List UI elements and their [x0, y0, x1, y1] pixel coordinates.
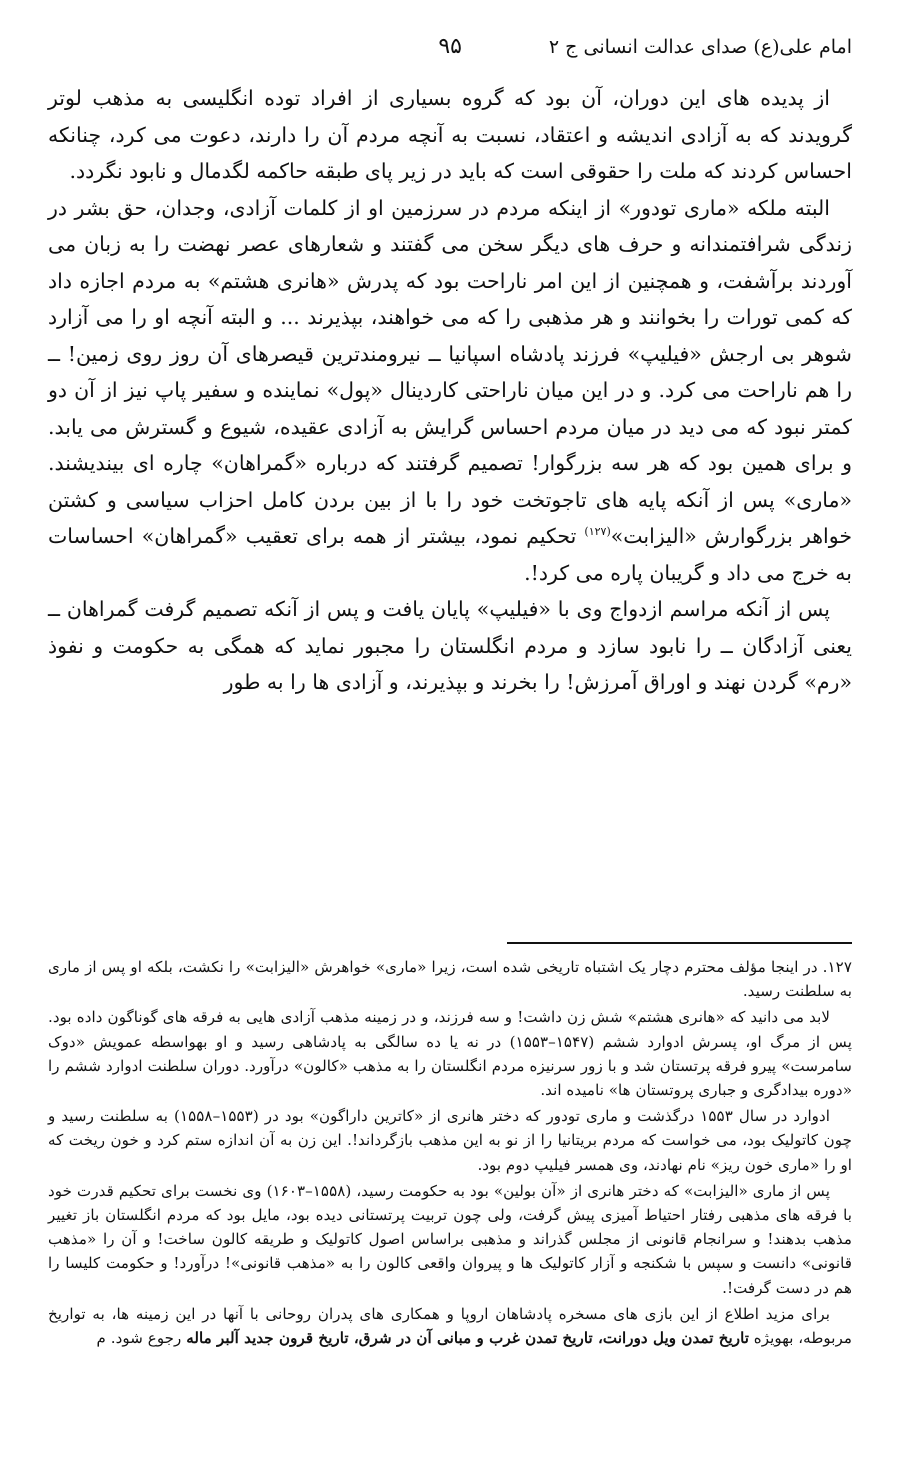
- footnotes: [48, 955, 852, 1352]
- page-number: ۹۵: [438, 34, 462, 59]
- footnote-references-text-b: رجوع شود. م: [96, 1329, 187, 1348]
- paragraph-2: [48, 190, 852, 592]
- paragraph-2-text-a: البته ملکه «ماری تودور» از اینکه مردم در سرزمین او از کلمات آزادی، وجدان، حق بشر در زندگی شرافتمندانه و حرف های دیگر سخن می گفتند و شعارهای عصر نهضت را به زبان می آوردند برآشفت، و همچنین از این امر ناراحت بود که پدرش «هانری هشتم» به مردم اجازه داد که کمی تورات را بخوانند و هر مذهبی را که می خواهند، بپذیرند ... و البته آنچه او را می آزارد شوهر بی ارجش «فیلیپ» فرزند پادشاه اسپانیا ــ نیرومندترین قیصرهای آن روز روی زمین! ــ را هم ناراحت می کرد. و در این میان ناراحتی کاردینال «پول» نماینده و سفیر پاپ نیز از آن دو کمتر نبود که می دید در میان مردم احساس گرایش به آزادی عقیده، شیوع و گسترش می یابد. و برای همین بود که هر سه بزرگوار! تصمیم گرفتند که درباره «گمراهان» چاره ای بیندیشند. «ماری» پس از آنکه پایه های تاجوتخت خود را با از بین بردن کامل احزاب سیاسی و کشتن خواهر بزرگوارش «الیزابت»: [48, 195, 852, 548]
- footnote-elizabeth: پس از ماری «الیزابت» که دختر هانری از «آن بولین» بود به حکومت رسید، (۱۵۵۸–۱۶۰۳) وی نخست برای تحکیم قدرت خود با فرقه های مذهبی رفتار احتیاط آمیزی پیش گرفت، ولی چون تربیت پرتستانی دیده بود، مایل بود که مردم انگلستان باز تغییر مذهب بدهند! و سرانجام قانونی از مجلس گذراند و مذهبی براساس اصول کاتولیک و طریقه کالون ساخت! و آن را «مذهب قانونی» دانست و سپس با شکنجه و آزار کاتولیک ها و پیروان واقعی کالون را به «مذهب قانونی»! درآورد! و حکومت کلیسا را هم در دست گرفت!.: [48, 1181, 852, 1297]
- footnote-book-titles: تاریخ تمدن ویل دورانت، تاریخ تمدن غرب و مبانی آن در شرق، تاریخ قرون جدید آلبر ماله: [186, 1329, 749, 1348]
- main-text: [48, 80, 852, 701]
- footnote-references-text-a: برای مزید اطلاع از این بازی های مسخره پادشاهان اروپا و همکاری های پدران روحانی با آنها در این زمینه ها، به تواریخ مربوطه، بهویژه: [48, 1304, 852, 1348]
- footnote-references: [48, 1302, 852, 1350]
- footnote-divider: [507, 942, 852, 944]
- footnote-mary-tudor: ادوارد در سال ۱۵۵۳ درگذشت و ماری تودور که دختر هانری از «کاترین داراگون» بود در (۱۵۵۳–۱۵۵۸) به سلطنت رسید و چون کاتولیک بود، می خواست که مردم بریتانیا را از نو به این مذهب بازگرداند!. این زن به آن اندازه ستم کرد و خون ریخت که او را «ماری خون ریز» نام نهادند، وی همسر فیلیپ دوم بود.: [48, 1107, 852, 1174]
- paragraph-2-text-b: تحکیم نمود، بیشتر از همه برای تعقیب «گمراهان» احساسات به خرج می داد و گریبان پاره می کرد!.: [48, 524, 852, 585]
- running-title: امام علی(ع) صدای عدالت انسانی ج ۲: [548, 36, 852, 58]
- footnote-127: ۱۲۷. در اینجا مؤلف محترم دچار یک اشتباه تاریخی شده است، زیرا «ماری» خواهرش «الیزابت» را نکشت، بلکه او پس از ماری به سلطنت رسید.: [48, 958, 852, 1001]
- paragraph-1: از پدیده های این دوران، آن بود که گروه بسیاری از افراد توده انگلیسی به مذهب لوتر گرویدند که به آزادی اندیشه و اعتقاد، نسبت به آنچه مردم آن را دارند، دعوت می کرد، چنانکه احساس کردند که ملت را حقوقی است که باید در زیر پای طبقه حاکمه لگدمال و نابود نگردد.: [48, 86, 852, 183]
- footnote-reference-127: (۱۲۷): [584, 525, 611, 539]
- page-header: [48, 30, 852, 70]
- footnote-henry-viii: لابد می دانید که «هانری هشتم» شش زن داشت! و سه فرزند، و در زمینه مذهب آزادی هایی به فرقه های گوناگون داده بود. پس از مرگ او، پسرش ادوارد ششم (۱۵۴۷–۱۵۵۳) در نه یا ده سالگی به پادشاهی رسید و او بهواسطه عمویش «دوک سامرست» پیرو فرقه پرتستان شد و با زور سرنیزه مردم انگلستان را به مذهب «کالون» درآورد. دوران سلطنت ادوارد ششم را «دوره بیدادگری و جباری پروتستان ها» نامیده اند.: [48, 1008, 852, 1100]
- paragraph-3: پس از آنکه مراسم ازدواج وی با «فیلیپ» پایان یافت و پس از آنکه تصمیم گرفت گمراهان ــ یعنی آزادگان ــ را نابود سازد و مردم انگلستان را مجبور نماید که همگی به حکومت و نفوذ «رم» گردن نهند و اوراق آمرزش! را بخرند و بپذیرند، و آزادی ها را به طور: [48, 597, 852, 694]
